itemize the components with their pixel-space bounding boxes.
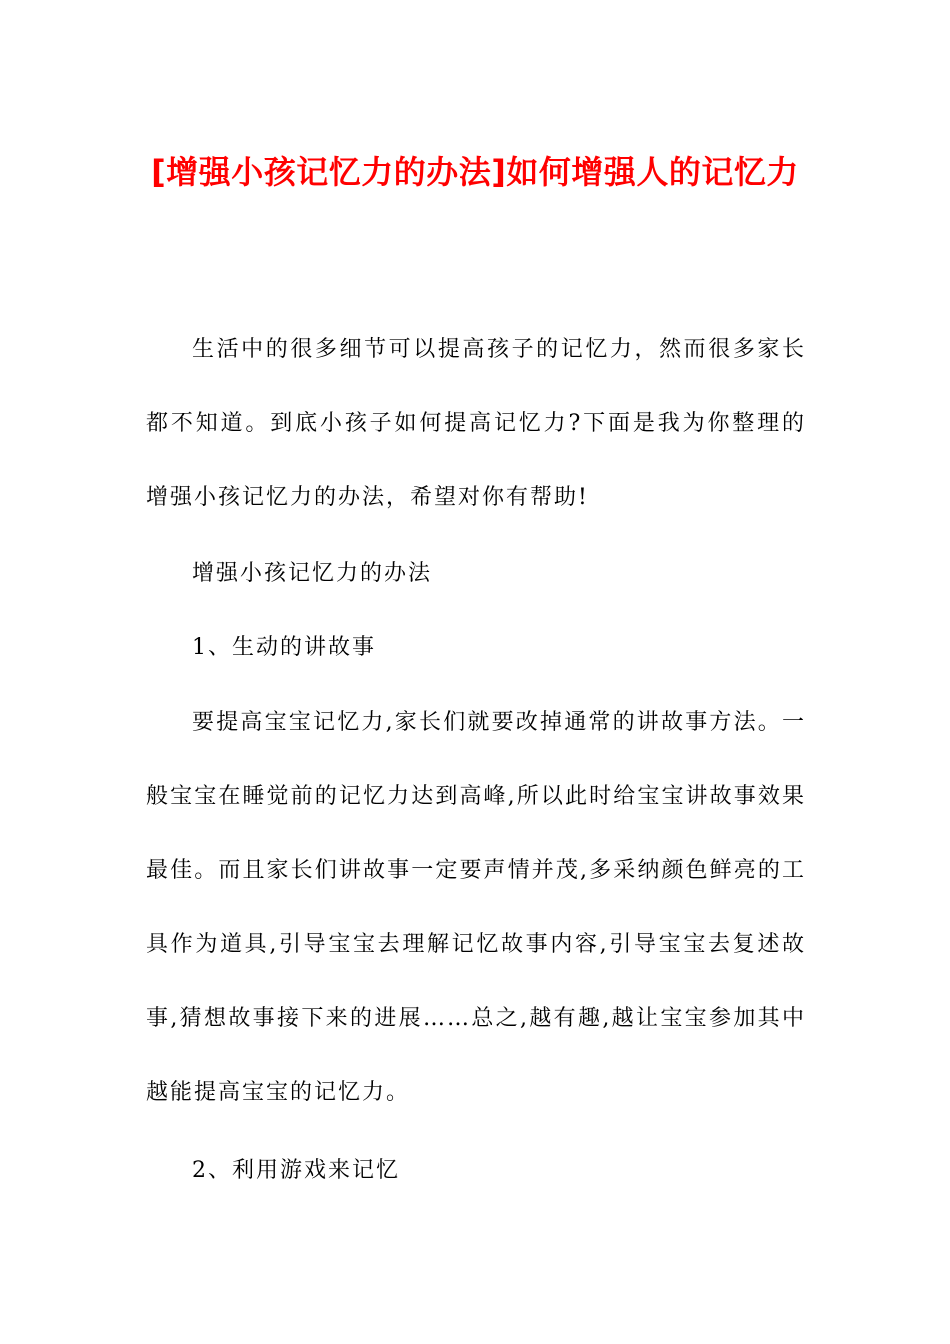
body-paragraph-1: 要提高宝宝记忆力,家长们就要改掉通常的讲故事方法。一般宝宝在睡觉前的记忆力达到高峰,所以此时给宝宝讲故事效果最佳。而且家长们讲故事一定要声情并茂,多采纳颜色鲜亮的工具作为道具,引导宝宝去理解记忆故事内容,引导宝宝去复述故事,猜想故事接下来的进展……总之,越有趣,越让宝宝参加其中越能提高宝宝的记忆力。 <box>146 710 806 1105</box>
intro-paragraph: 生活中的很多细节可以提高孩子的记忆力，然而很多家长都不知道。到底小孩子如何提高记忆力?下面是我为你整理的增强小孩记忆力的办法，希望对你有帮助! <box>146 337 806 510</box>
subheading-1: 1、生动的讲故事 <box>192 635 376 660</box>
section-heading: 增强小孩记忆力的办法 <box>192 561 433 586</box>
document-title: [增强小孩记忆力的办法]如何增强人的记忆力 <box>151 153 799 191</box>
subheading-2: 2、利用游戏来记忆 <box>192 1158 400 1183</box>
